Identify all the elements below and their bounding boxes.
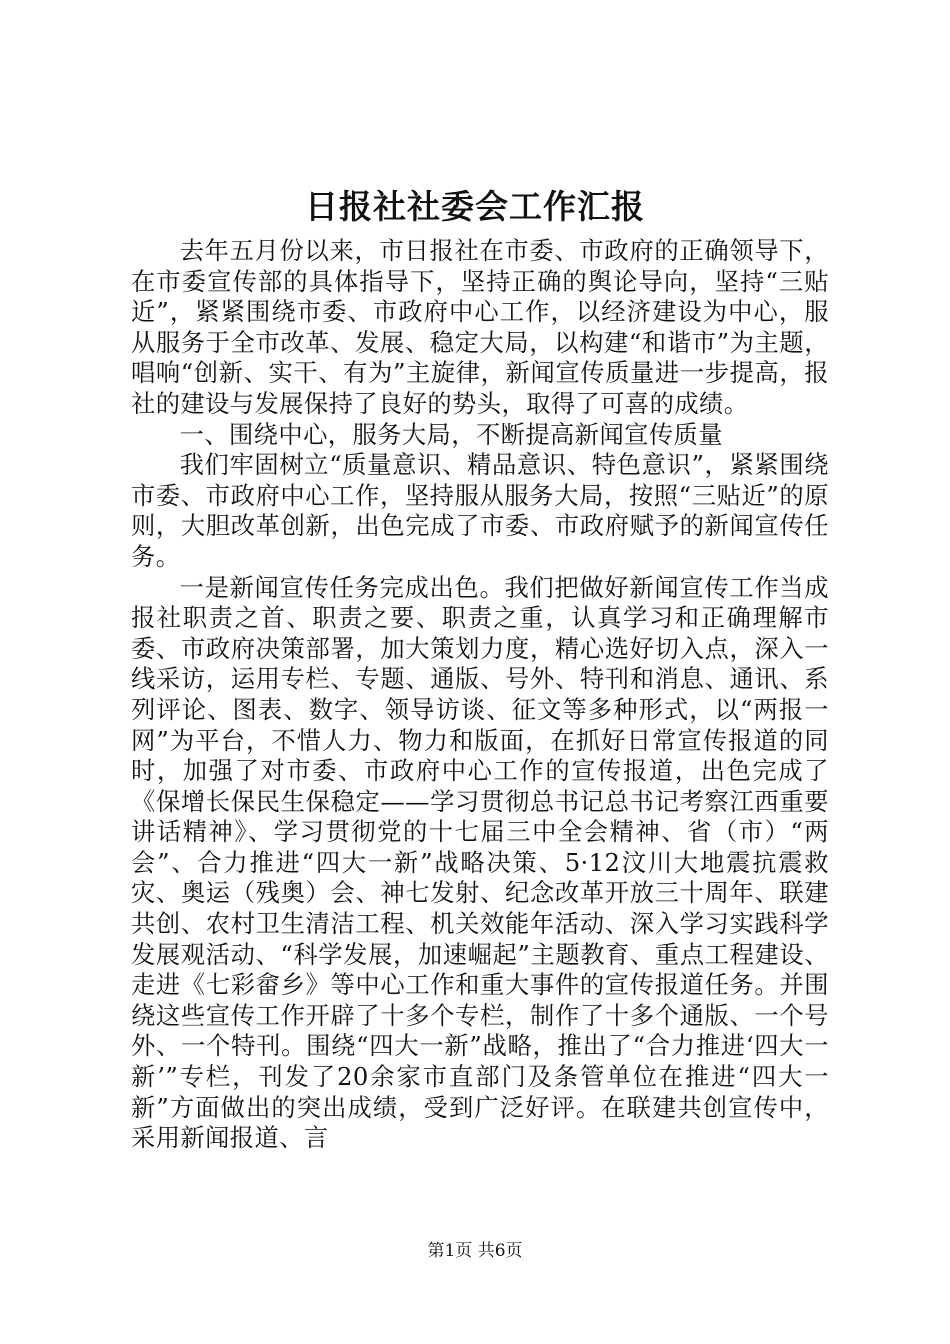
page-total: 共6页 — [477, 1241, 523, 1261]
page-footer — [0, 1240, 950, 1262]
document-body — [131, 236, 829, 1154]
document-title: 日报社社委会工作汇报 — [305, 187, 645, 226]
section-heading: 一、围绕中心，服务大局，不断提高新闻宣传质量 — [179, 419, 723, 449]
paragraph-point-one: 一是新闻宣传任务完成出色。我们把做好新闻宣传工作当成报社职责之首、职责之要、职责之重，认真学习和正确理解市委、市政府决策部署，加大策划力度，精心选好切入点，深入一线采访，运用专栏、专题、通版、号外、特刊和消息、通讯、系列评论、图表、数字、领导访谈、征文等多种形式，以“两报一网”为平台，不惜人力、物力和版面，在抓好日常宣传报道的同时，加强了对市委、市政府中心工作的宣传报道，出色完成了《保增长保民生保稳定——学习贯彻总书记总书记考察江西重要讲话精神》、学习贯彻党的十七届三中全会精神、省（市）“两会”、合力推进“四大一新”战略决策、5·12汶川大地震抗震救灾、奥运（残奥）会、神七发射、纪念改革开放三十周年、联建共创、农村卫生清洁工程、机关效能年活动、深入学习实践科学发展观活动、“科学发展，加速崛起”主题教育、重点工程建设、走进《七彩畲乡》等中心工作和重大事件的宣传报道任务。并围绕这些宣传工作开辟了十多个专栏，制作了十多个通版、一个号外、一个特刊。围绕“四大一新”战略，推出了“合力推进‘四大一新’”专栏，刊发了20余家市直部门及条管单位在推进“四大一新”方面做出的突出成绩，受到广泛好评。在联建共创宣传中，采用新闻报道、言 — [131, 572, 829, 1153]
paragraph-intro: 去年五月份以来，市日报社在市委、市政府的正确领导下，在市委宣传部的具体指导下，坚持正确的舆论导向，坚持“三贴近”，紧紧围绕市委、市政府中心工作，以经济建设为中心，服从服务于全市改革、发展、稳定大局，以构建“和谐市”为主题，唱响“创新、实干、有为”主旋律，新闻宣传质量进一步提高，报社的建设与发展保持了良好的势头，取得了可喜的成绩。 — [131, 236, 829, 418]
page-number: 第1页 — [427, 1241, 473, 1261]
paragraph-section-intro: 我们牢固树立“质量意识、精品意识、特色意识”，紧紧围绕市委、市政府中心工作，坚持服从服务大局，按照“三贴近”的原则，大胆改革创新，出色完成了市委、市政府赋予的新闻宣传任务。 — [131, 450, 829, 571]
